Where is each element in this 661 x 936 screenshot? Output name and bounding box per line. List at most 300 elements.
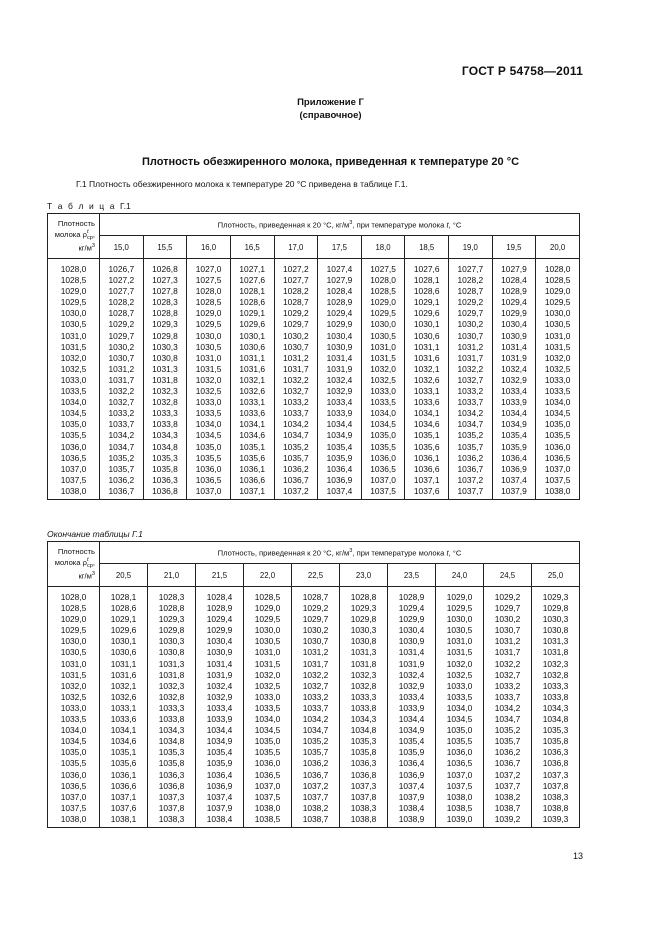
reduced-density-value: 1035,8 xyxy=(542,736,569,747)
reduced-density-value: 1029,5 xyxy=(370,308,396,319)
reduced-density-value: 1032,2 xyxy=(457,363,484,374)
reduced-density-value: 1030,8 xyxy=(152,352,178,363)
reduced-density-value: 1035,5 xyxy=(370,441,396,452)
reduced-density-value: 1036,4 xyxy=(398,758,425,769)
reduced-density-value: 1037,9 xyxy=(501,485,527,496)
span-header-text: , °С xyxy=(448,548,462,558)
reduced-density-value: 1028,6 xyxy=(110,603,137,614)
reduced-density-value: 1035,8 xyxy=(152,463,178,474)
reduced-density-value: 1030,2 xyxy=(108,341,135,352)
reduced-density-value: 1032,2 xyxy=(494,658,521,669)
reduced-density-value: 1035,1 xyxy=(239,441,265,452)
reduced-density-value: 1032,7 xyxy=(494,669,521,680)
reduced-density-value: 1036,2 xyxy=(457,452,484,463)
reduced-density-value: 1037,5 xyxy=(544,474,571,485)
reduced-density-value: 1037,4 xyxy=(206,791,233,802)
reduced-density-value: 1028,7 xyxy=(302,592,329,602)
reduced-density-value: 1029,3 xyxy=(152,319,178,330)
reduced-density-value: 1033,7 xyxy=(457,397,484,408)
reduced-density-value: 1037,5 xyxy=(254,791,281,802)
reduced-density-value: 1030,9 xyxy=(206,647,233,658)
reduced-density-value: 1028,9 xyxy=(398,592,425,602)
reduced-density-value: 1032,1 xyxy=(110,680,137,691)
reduced-density-value: 1036,2 xyxy=(302,758,329,769)
density-value: 1030,5 xyxy=(60,319,87,330)
reduced-density-column xyxy=(405,259,449,500)
density-value: 1034,0 xyxy=(60,397,87,408)
reduced-density-value: 1028,4 xyxy=(501,275,527,286)
reduced-density-value: 1038,7 xyxy=(494,802,521,813)
reduced-density-value: 1036,4 xyxy=(326,463,353,474)
reduced-density-value: 1029,6 xyxy=(239,319,265,330)
reduced-density-value: 1031,7 xyxy=(302,658,329,669)
reduced-density-value: 1027,7 xyxy=(457,264,484,274)
reduced-density-value: 1033,0 xyxy=(254,691,281,702)
reduced-density-value: 1028,0 xyxy=(195,286,222,297)
reduced-density-value: 1028,4 xyxy=(326,286,353,297)
span-header xyxy=(100,542,580,564)
reduced-density-value: 1034,2 xyxy=(494,702,521,713)
reduced-density-value: 1030,8 xyxy=(350,636,377,647)
reduced-density-value: 1034,5 xyxy=(370,419,396,430)
reduced-density-value: 1030,3 xyxy=(152,341,178,352)
reduced-density-column xyxy=(436,587,484,828)
reduced-density-value: 1037,5 xyxy=(446,780,473,791)
reduced-density-value: 1032,6 xyxy=(110,691,137,702)
reduced-density-value: 1037,0 xyxy=(370,474,396,485)
density-value: 1036,5 xyxy=(60,780,87,791)
reduced-density-value: 1033,5 xyxy=(446,691,473,702)
reduced-density-value: 1030,2 xyxy=(494,614,521,625)
span-header-text: , при температуре молока xyxy=(352,548,447,558)
reduced-density-value: 1037,7 xyxy=(494,780,521,791)
reduced-density-value: 1031,8 xyxy=(152,374,178,385)
density-value: 1033,5 xyxy=(60,386,87,397)
reduced-density-value: 1027,5 xyxy=(370,264,396,274)
density-value: 1031,5 xyxy=(60,341,87,352)
reduced-density-value: 1033,2 xyxy=(494,680,521,691)
reduced-density-value: 1031,9 xyxy=(398,658,425,669)
reduced-density-value: 1030,5 xyxy=(446,625,473,636)
reduced-density-value: 1033,9 xyxy=(206,714,233,725)
rho-sub: cp xyxy=(86,563,93,569)
reduced-density-value: 1027,7 xyxy=(108,286,135,297)
reduced-density-value: 1028,7 xyxy=(457,286,484,297)
reduced-density-value: 1028,7 xyxy=(108,308,135,319)
reduced-density-value: 1036,5 xyxy=(544,452,571,463)
reduced-density-column xyxy=(230,259,274,500)
reduced-density-column xyxy=(292,587,340,828)
reduced-density-value: 1038,0 xyxy=(254,802,281,813)
reduced-density-value: 1033,3 xyxy=(158,702,185,713)
reduced-density-value: 1038,2 xyxy=(302,802,329,813)
header-text: , xyxy=(92,230,95,239)
reduced-density-value: 1030,8 xyxy=(542,625,569,636)
reduced-density-value: 1035,7 xyxy=(283,452,309,463)
table-row xyxy=(48,587,580,828)
reduced-density-value: 1029,0 xyxy=(446,592,473,602)
reduced-density-value: 1031,7 xyxy=(283,363,309,374)
density-value: 1028,5 xyxy=(60,603,87,614)
reduced-density-value: 1029,5 xyxy=(544,297,571,308)
reduced-density-value: 1033,5 xyxy=(254,702,281,713)
reduced-density-value: 1033,2 xyxy=(302,691,329,702)
reduced-density-value: 1034,7 xyxy=(108,441,135,452)
reduced-density-value: 1035,1 xyxy=(110,747,137,758)
reduced-density-value: 1038,7 xyxy=(302,813,329,824)
reduced-density-column xyxy=(536,259,580,500)
reduced-density-value: 1031,8 xyxy=(350,658,377,669)
span-header-sup: 3 xyxy=(349,547,353,554)
reduced-density-value: 1034,9 xyxy=(501,419,527,430)
reduced-density-value: 1030,6 xyxy=(110,647,137,658)
reduced-density-value: 1030,2 xyxy=(457,319,484,330)
reduced-density-value: 1033,6 xyxy=(239,408,265,419)
reduced-density-column xyxy=(100,259,144,500)
reduced-density-value: 1036,1 xyxy=(413,452,440,463)
reduced-density-value: 1037,3 xyxy=(350,780,377,791)
reduced-density-value: 1038,4 xyxy=(206,813,233,824)
reduced-density-value: 1030,2 xyxy=(302,625,329,636)
reduced-density-value: 1032,9 xyxy=(501,374,527,385)
reduced-density-value: 1039,3 xyxy=(542,813,569,824)
reduced-density-value: 1035,2 xyxy=(494,725,521,736)
span-header-sup: 3 xyxy=(349,219,353,226)
reduced-density-value: 1032,3 xyxy=(152,386,178,397)
reduced-density-value: 1030,4 xyxy=(398,625,425,636)
first-column-header-line xyxy=(50,557,95,569)
reduced-density-column xyxy=(187,259,231,500)
density-value: 1031,0 xyxy=(60,330,87,341)
reduced-density-value: 1031,5 xyxy=(446,647,473,658)
reduced-density-value: 1033,2 xyxy=(457,386,484,397)
reduced-density-value: 1033,4 xyxy=(398,691,425,702)
reduced-density-value: 1037,0 xyxy=(195,485,222,496)
reduced-density-value: 1034,8 xyxy=(350,725,377,736)
table-label-word: Т а б л и ц а xyxy=(47,201,117,211)
reduced-density-column xyxy=(274,259,318,500)
reduced-density-value: 1033,8 xyxy=(542,691,569,702)
reduced-density-value: 1031,1 xyxy=(239,352,265,363)
density-value: 1028,0 xyxy=(60,592,87,602)
reduced-density-value: 1036,7 xyxy=(108,485,135,496)
rho-sup: t xyxy=(86,229,89,235)
span-header-var: t xyxy=(446,548,449,558)
reduced-density-value: 1038,8 xyxy=(350,813,377,824)
reduced-density-value: 1028,7 xyxy=(283,297,309,308)
density-table-part1 xyxy=(47,213,580,500)
reduced-density-value: 1028,0 xyxy=(370,275,396,286)
reduced-density-value: 1038,8 xyxy=(542,802,569,813)
reduced-density-value: 1032,9 xyxy=(206,691,233,702)
reduced-density-value: 1029,1 xyxy=(239,308,265,319)
reduced-density-value: 1036,9 xyxy=(398,769,425,780)
reduced-density-value: 1032,4 xyxy=(206,680,233,691)
reduced-density-column xyxy=(340,587,388,828)
reduced-density-value: 1034,3 xyxy=(542,702,569,713)
reduced-density-value: 1035,3 xyxy=(542,725,569,736)
reduced-density-value: 1031,1 xyxy=(110,658,137,669)
reduced-density-value: 1035,4 xyxy=(501,430,527,441)
reduced-density-value: 1034,2 xyxy=(108,430,135,441)
reduced-density-value: 1038,1 xyxy=(110,813,137,824)
reduced-density-value: 1031,8 xyxy=(542,647,569,658)
density-table-part2 xyxy=(47,541,580,828)
reduced-density-value: 1035,7 xyxy=(494,736,521,747)
reduced-density-value: 1037,4 xyxy=(398,780,425,791)
reduced-density-value: 1031,9 xyxy=(501,352,527,363)
reduced-density-value: 1030,9 xyxy=(398,636,425,647)
reduced-density-value: 1036,0 xyxy=(446,747,473,758)
reduced-density-value: 1034,4 xyxy=(398,714,425,725)
reduced-density-value: 1029,7 xyxy=(494,603,521,614)
temperature-header: 16,5 xyxy=(230,236,274,259)
reduced-density-value: 1027,3 xyxy=(152,275,178,286)
reduced-density-value: 1033,4 xyxy=(501,386,527,397)
density-value: 1030,0 xyxy=(60,308,87,319)
reduced-density-value: 1030,2 xyxy=(283,330,309,341)
reduced-density-value: 1029,1 xyxy=(110,614,137,625)
reduced-density-value: 1035,5 xyxy=(544,430,571,441)
reduced-density-value: 1029,9 xyxy=(501,308,527,319)
reduced-density-value: 1035,5 xyxy=(254,747,281,758)
reduced-density-value: 1036,3 xyxy=(542,747,569,758)
density-value: 1032,0 xyxy=(60,680,87,691)
reduced-density-value: 1038,3 xyxy=(350,802,377,813)
density-value: 1036,0 xyxy=(60,769,87,780)
reduced-density-value: 1035,3 xyxy=(152,452,178,463)
reduced-density-value: 1037,1 xyxy=(110,791,137,802)
reduced-density-value: 1033,5 xyxy=(370,397,396,408)
annex-type: (справочное) xyxy=(299,110,362,121)
reduced-density-value: 1037,2 xyxy=(457,474,484,485)
density-value: 1036,0 xyxy=(60,441,87,452)
reduced-density-value: 1028,3 xyxy=(152,297,178,308)
density-value: 1035,5 xyxy=(60,758,87,769)
reduced-density-value: 1031,6 xyxy=(110,669,137,680)
reduced-density-value: 1029,4 xyxy=(206,614,233,625)
reduced-density-value: 1032,5 xyxy=(544,363,571,374)
density-value: 1037,5 xyxy=(60,474,87,485)
reduced-density-value: 1036,7 xyxy=(494,758,521,769)
reduced-density-value: 1037,7 xyxy=(302,791,329,802)
reduced-density-value: 1035,7 xyxy=(302,747,329,758)
reduced-density-value: 1030,0 xyxy=(446,614,473,625)
reduced-density-value: 1037,1 xyxy=(413,474,440,485)
reduced-density-value: 1031,7 xyxy=(108,374,135,385)
reduced-density-value: 1028,5 xyxy=(254,592,281,602)
reduced-density-value: 1035,2 xyxy=(283,441,309,452)
reduced-density-value: 1032,9 xyxy=(398,680,425,691)
reduced-density-value: 1036,9 xyxy=(326,474,353,485)
reduced-density-column xyxy=(196,587,244,828)
reduced-density-value: 1031,8 xyxy=(158,669,185,680)
reduced-density-value: 1027,6 xyxy=(413,264,440,274)
reduced-density-value: 1036,6 xyxy=(239,474,265,485)
reduced-density-value: 1032,7 xyxy=(283,386,309,397)
reduced-density-value: 1034,2 xyxy=(457,408,484,419)
reduced-density-value: 1036,5 xyxy=(446,758,473,769)
reduced-density-value: 1032,5 xyxy=(254,680,281,691)
first-column-header xyxy=(48,542,100,587)
reduced-density-value: 1030,0 xyxy=(195,330,222,341)
header-text: молока ρ xyxy=(54,558,87,567)
reduced-density-value: 1029,7 xyxy=(457,308,484,319)
span-header-var: t xyxy=(446,220,449,230)
reduced-density-value: 1030,8 xyxy=(158,647,185,658)
reduced-density-value: 1038,4 xyxy=(398,802,425,813)
first-column-header-line xyxy=(50,569,95,582)
reduced-density-value: 1032,6 xyxy=(413,374,440,385)
reduced-density-value: 1035,5 xyxy=(446,736,473,747)
temperature-header: 20,5 xyxy=(100,564,148,587)
reduced-density-value: 1028,2 xyxy=(283,286,309,297)
reduced-density-value: 1031,2 xyxy=(108,363,135,374)
span-header xyxy=(100,214,580,236)
density-value: 1038,0 xyxy=(60,485,87,496)
reduced-density-column xyxy=(318,259,362,500)
reduced-density-value: 1029,3 xyxy=(158,614,185,625)
table-label xyxy=(47,201,131,211)
reduced-density-value: 1033,1 xyxy=(110,702,137,713)
reduced-density-value: 1035,0 xyxy=(370,430,396,441)
reduced-density-value: 1029,7 xyxy=(108,330,135,341)
reduced-density-value: 1030,3 xyxy=(350,625,377,636)
continuation-label: Окончание таблицы Г.1 xyxy=(47,529,143,539)
temperature-header: 16,0 xyxy=(187,236,231,259)
reduced-density-value: 1027,8 xyxy=(152,286,178,297)
reduced-density-value: 1037,2 xyxy=(283,485,309,496)
reduced-density-value: 1029,8 xyxy=(152,330,178,341)
temperature-header: 17,0 xyxy=(274,236,318,259)
reduced-density-value: 1028,4 xyxy=(206,592,233,602)
reduced-density-value: 1031,0 xyxy=(254,647,281,658)
reduced-density-value: 1036,3 xyxy=(158,769,185,780)
reduced-density-value: 1032,0 xyxy=(195,374,222,385)
reduced-density-value: 1030,4 xyxy=(501,319,527,330)
reduced-density-value: 1031,4 xyxy=(398,647,425,658)
reduced-density-column xyxy=(148,587,196,828)
reduced-density-value: 1032,1 xyxy=(413,363,440,374)
reduced-density-value: 1033,0 xyxy=(195,397,222,408)
reduced-density-value: 1029,2 xyxy=(494,592,521,602)
reduced-density-value: 1037,0 xyxy=(544,463,571,474)
reduced-density-value: 1029,0 xyxy=(544,286,571,297)
reduced-density-value: 1031,0 xyxy=(195,352,222,363)
reduced-density-value: 1031,7 xyxy=(494,647,521,658)
reduced-density-value: 1030,6 xyxy=(239,341,265,352)
span-header-text: Плотность, приведенная к 20 °С, кг/м xyxy=(217,548,350,558)
reduced-density-value: 1029,0 xyxy=(254,603,281,614)
reduced-density-value: 1031,4 xyxy=(501,341,527,352)
reduced-density-value: 1031,5 xyxy=(370,352,396,363)
temperature-header: 20,0 xyxy=(536,236,580,259)
reduced-density-value: 1030,5 xyxy=(370,330,396,341)
reduced-density-value: 1033,0 xyxy=(446,680,473,691)
reduced-density-value: 1035,2 xyxy=(108,452,135,463)
density-value: 1037,0 xyxy=(60,463,87,474)
reduced-density-value: 1038,5 xyxy=(254,813,281,824)
density-value: 1035,0 xyxy=(60,747,87,758)
reduced-density-value: 1028,1 xyxy=(110,592,137,602)
reduced-density-value: 1036,2 xyxy=(108,474,135,485)
reduced-density-value: 1036,8 xyxy=(152,485,178,496)
reduced-density-value: 1033,6 xyxy=(110,714,137,725)
density-value: 1036,5 xyxy=(60,452,87,463)
reduced-density-value: 1028,6 xyxy=(413,286,440,297)
reduced-density-value: 1029,5 xyxy=(195,319,222,330)
reduced-density-value: 1028,9 xyxy=(326,297,353,308)
reduced-density-value: 1031,5 xyxy=(195,363,222,374)
section-heading: Плотность обезжиренного молока, приведенная к температуре 20 °С xyxy=(141,156,520,168)
reduced-density-value: 1036,6 xyxy=(110,780,137,791)
reduced-density-value: 1032,1 xyxy=(239,374,265,385)
reduced-density-value: 1027,9 xyxy=(326,275,353,286)
unit-sup: 3 xyxy=(91,571,95,577)
reduced-density-value: 1029,4 xyxy=(326,308,353,319)
reduced-density-value: 1030,5 xyxy=(544,319,571,330)
page-number: 13 xyxy=(573,851,584,861)
density-value: 1032,0 xyxy=(60,352,87,363)
reduced-density-value: 1031,3 xyxy=(350,647,377,658)
density-value: 1029,5 xyxy=(60,625,87,636)
reduced-density-value: 1029,5 xyxy=(254,614,281,625)
reduced-density-value: 1038,0 xyxy=(544,485,571,496)
first-column-header-line xyxy=(50,241,95,254)
density-value: 1035,5 xyxy=(60,430,87,441)
reduced-density-value: 1036,2 xyxy=(283,463,309,474)
reduced-density-value: 1033,0 xyxy=(370,386,396,397)
reduced-density-value: 1028,9 xyxy=(206,603,233,614)
reduced-density-value: 1034,0 xyxy=(195,419,222,430)
reduced-density-value: 1030,7 xyxy=(494,625,521,636)
reduced-density-value: 1033,3 xyxy=(542,680,569,691)
temperature-header: 15,5 xyxy=(143,236,187,259)
density-value: 1030,5 xyxy=(60,647,87,658)
temperature-header: 18,5 xyxy=(405,236,449,259)
reduced-density-value: 1031,3 xyxy=(542,636,569,647)
reduced-density-value: 1039,0 xyxy=(446,813,473,824)
reduced-density-value: 1029,8 xyxy=(158,625,185,636)
reduced-density-value: 1026,7 xyxy=(108,264,135,274)
reduced-density-value: 1032,7 xyxy=(457,374,484,385)
reduced-density-value: 1034,5 xyxy=(195,430,222,441)
reduced-density-value: 1034,1 xyxy=(110,725,137,736)
reduced-density-value: 1029,6 xyxy=(413,308,440,319)
reduced-density-value: 1035,0 xyxy=(544,419,571,430)
annex-block xyxy=(0,96,661,122)
reduced-density-value: 1030,6 xyxy=(413,330,440,341)
span-header-text: , при температуре молока xyxy=(352,220,447,230)
density-value: 1037,0 xyxy=(60,791,87,802)
reduced-density-value: 1032,4 xyxy=(501,363,527,374)
reduced-density-value: 1029,0 xyxy=(370,297,396,308)
reduced-density-value: 1034,5 xyxy=(446,714,473,725)
reduced-density-value: 1033,5 xyxy=(544,386,571,397)
reduced-density-value: 1030,4 xyxy=(326,330,353,341)
reduced-density-value: 1033,2 xyxy=(283,397,309,408)
first-column-header-line xyxy=(50,229,95,241)
reduced-density-value: 1029,4 xyxy=(501,297,527,308)
density-value: 1028,0 xyxy=(60,264,87,274)
reduced-density-value: 1036,0 xyxy=(544,441,571,452)
reduced-density-value: 1030,1 xyxy=(239,330,265,341)
reduced-density-value: 1030,5 xyxy=(195,341,222,352)
reduced-density-value: 1027,2 xyxy=(108,275,135,286)
reduced-density-value: 1031,3 xyxy=(158,658,185,669)
reduced-density-value: 1032,7 xyxy=(108,397,135,408)
reduced-density-value: 1030,0 xyxy=(254,625,281,636)
